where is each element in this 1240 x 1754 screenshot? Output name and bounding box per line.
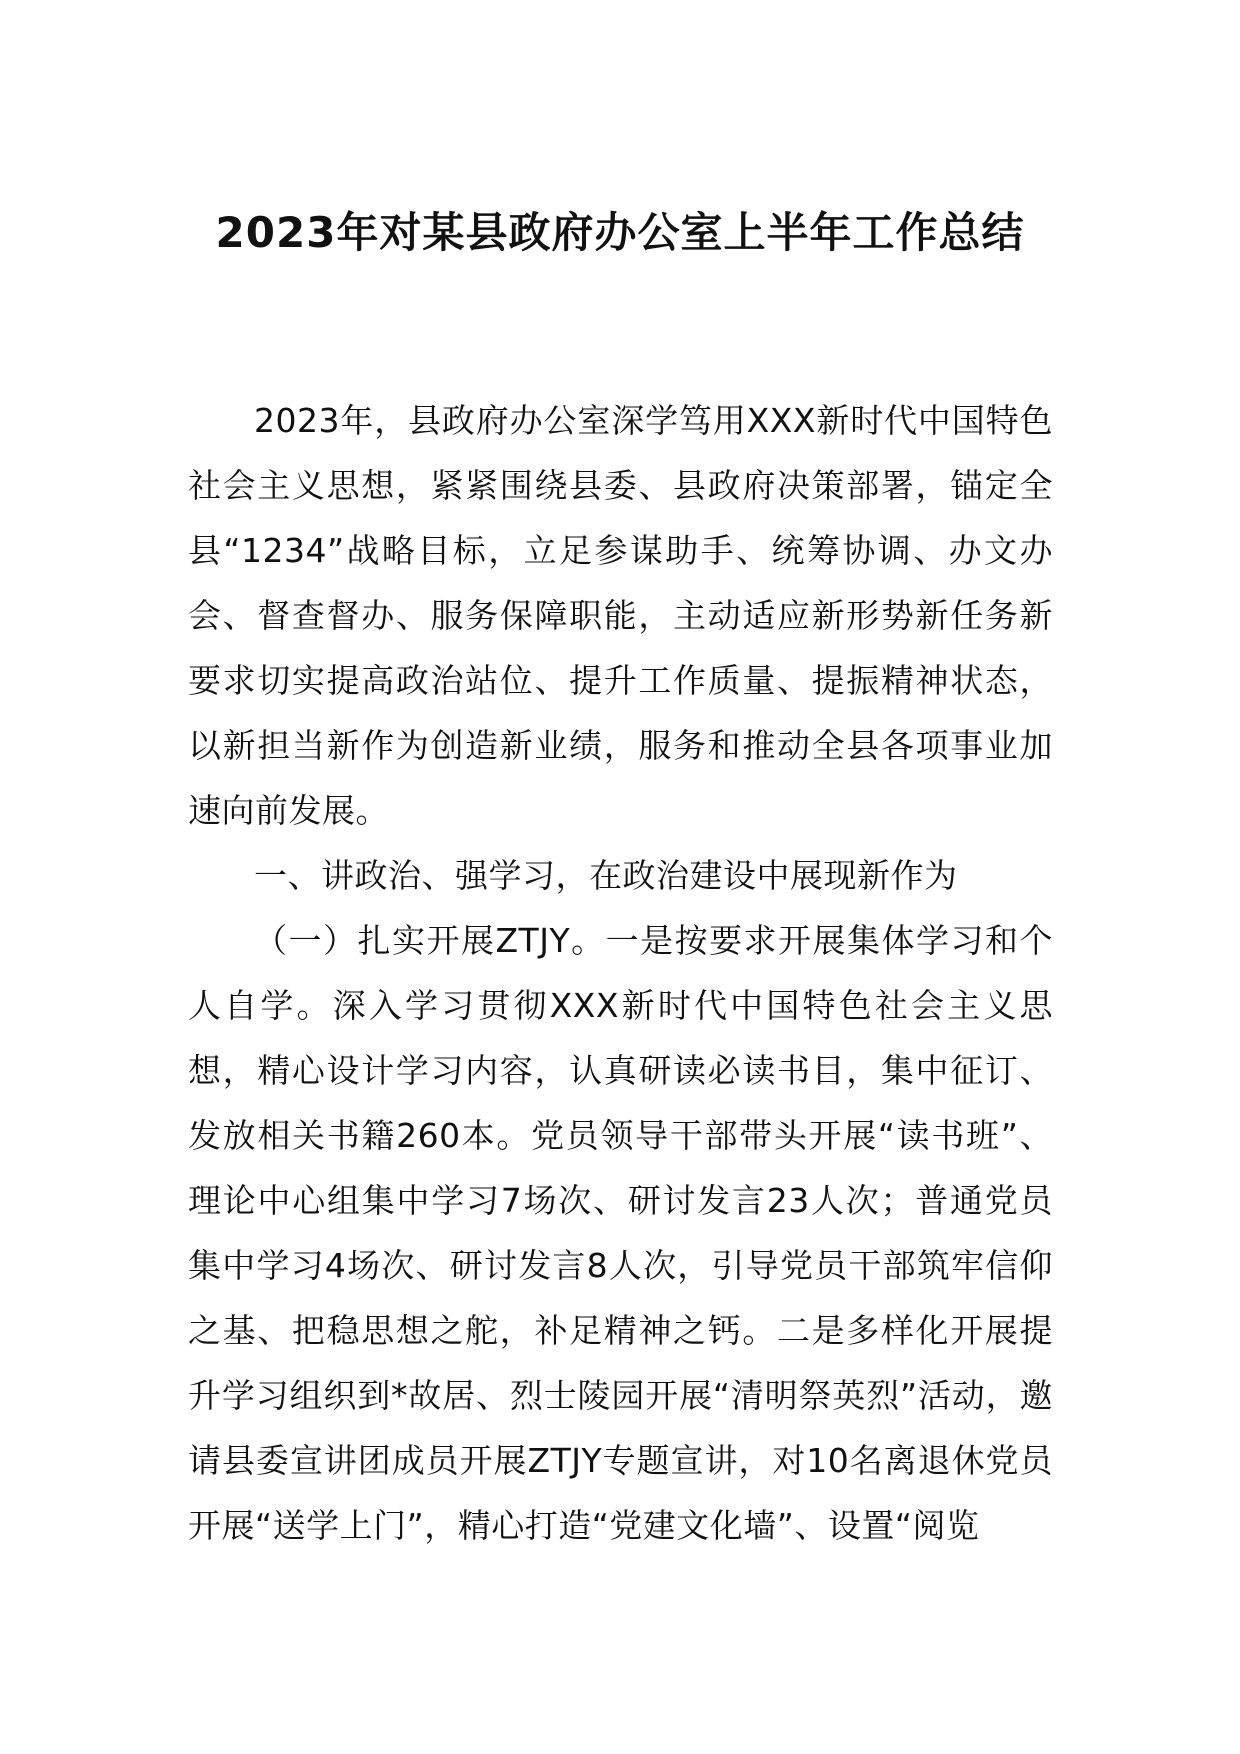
document-body <box>188 388 1053 1558</box>
intro-paragraph: 2023年，县政府办公室深学笃用XXX新时代中国特色社会主义思想，紧紧围绕县委、县政府决策部署，锚定全县“1234”战略目标，立足参谋助手、统筹协调、办文办会、督查督办、服务保障职能，主动适应新形势新任务新要求切实提高政治站位、提升工作质量、提振精神状态，以新担当新作为创造新业绩，服务和推动全县各项事业加速向前发展。 <box>188 401 1053 830</box>
subsection-paragraph-1: （一）扎实开展ZTJY。一是按要求开展集体学习和个人自学。深入学习贯彻XXX新时代中国特色社会主义思想，精心设计学习内容，认真研读必读书目，集中征订、发放相关书籍260本。党员领导干部带头开展“读书班”、理论中心组集中学习7场次、研讨发言23人次；普通党员集中学习4场次、研讨发言8人次，引导党员干部筑牢信仰之基、把稳思想之舵，补足精神之钙。二是多样化开展提升学习组织到*故居、烈士陵园开展“清明祭英烈”活动，邀请县委宣讲团成员开展ZTJY专题宣讲，对10名离退休党员开展“送学上门”，精心打造“党建文化墙”、设置“阅览 <box>188 921 1053 1545</box>
document-title: 2023年对某县政府办公室上半年工作总结 <box>215 208 1025 257</box>
section-heading-1: 一、讲政治、强学习，在政治建设中展现新作为 <box>254 856 958 895</box>
